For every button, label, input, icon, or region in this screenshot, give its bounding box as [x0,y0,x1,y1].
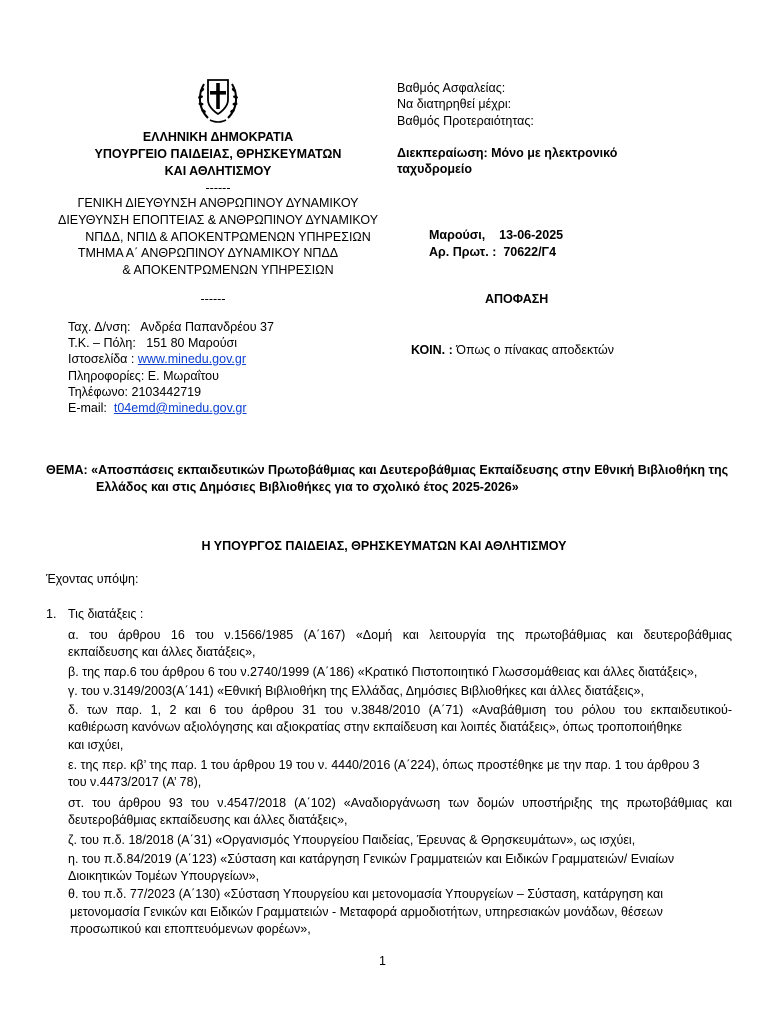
email-label: E-mail: [68,401,107,415]
handling-line2: ταχυδρομείο [397,162,473,176]
provision-line: δευτεροβάθμιας εκπαίδευσης και άλλες διατάξεις», [68,813,348,827]
protocol-row [429,244,556,261]
provision-line: εκπαίδευσης και άλλες διατάξεις», [68,645,256,659]
minister-title: Η ΥΠΟΥΡΓΟΣ ΠΑΙΔΕΙΑΣ, ΘΡΗΣΚΕΥΜΑΤΩΝ ΚΑΙ ΑΘΛΗΤΙΣΜΟΥ [201,539,567,553]
website-link[interactable]: www.minedu.gov.gr [137,352,246,366]
subject-text-line1: «Αποσπάσεις εκπαιδευτικών Πρωτοβάθμιας και Δευτεροβάθμιας Εκπαίδευσης στην Εθνική Βιβλιοθήκη της [91,463,729,477]
provision-line: στ. του άρθρου 93 του ν.4547/2018 (Α΄102) «Αναδιοργάνωση των δομών υποστήριξης της πρωτοβάθμιας και [68,796,732,810]
ministry-title-line1: ΥΠΟΥΡΓΕΙΟ ΠΑΙΔΕΙΑΣ, ΘΡΗΣΚΕΥΜΑΤΩΝ [94,147,342,161]
ministry-title-line2: ΚΑΙ ΑΘΛΗΤΙΣΜΟΥ [164,164,272,178]
directorate-line: ΝΠΔΔ, ΝΠΙΔ & ΑΠΟΚΕΝΤΡΩΜΕΝΩΝ ΥΠΗΡΕΣΙΩΝ [85,230,371,244]
phone-label: Τηλέφωνο: [68,385,129,399]
website-row [68,351,246,368]
directorate-line: ΓΕΝΙΚΗ ΔΙΕΥΘΥΝΣΗ ΑΝΘΡΩΠΙΝΟΥ ΔΥΝΑΜΙΚΟΥ [77,196,359,210]
info-label: Πληροφορίες: [68,369,145,383]
provision-line: δ. των παρ. 1, 2 και 6 του άρθρου 31 του ν.3848/2010 (Α΄71) «Αναβάθμιση του ρόλου του εκπαιδευτικού- [68,703,732,717]
email-link[interactable]: t04emd@minedu.gov.gr [113,401,247,415]
directorate-line: ΔΙΕΥΘΥΝΣΗ ΕΠΟΠΤΕΙΑΣ & ΑΝΘΡΩΠΙΝΟΥ ΔΥΝΑΜΙΚΟΥ [57,213,379,227]
greek-coat-of-arms-icon [196,70,240,126]
subject-line1 [46,462,728,479]
handling-line1: Διεκπεραίωση: Μόνο με ηλεκτρονικό [397,146,618,160]
info-value: Ε. Μωραΐτου [147,369,219,383]
decision-title: ΑΠΟΦΑΣΗ [485,292,549,306]
provision-line: β. της παρ.6 του άρθρου 6 του ν.2740/1999 (Α΄186) «Κρατικό Πιστοποιητικό Γλωσσομάθειας και άλλες διατάξεις», [68,665,698,679]
provision-line: προσωπικού και εποπτευόμενων φορέων», [70,922,311,936]
provision-line: η. του π.δ.84/2019 (Α΄123) «Σύσταση και κατάργηση Γενικών Γραμματειών και Ειδικών Γραμματειών/ Ενιαίων [68,852,675,866]
item-title: Τις διατάξεις : [68,607,144,621]
provision-line: θ. του π.δ. 77/2023 (Α΄130) «Σύσταση Υπουργείου και μετονομασία Υπουργείων – Σύσταση, κατάργηση και [68,887,663,901]
subject-label: ΘΕΜΑ: [46,463,88,477]
provision-line: γ. του ν.3149/2003(Α΄141) «Εθνική Βιβλιοθήκη της Ελλάδας, Δημόσιες Βιβλιοθήκες και άλλες διατάξεις», [68,684,644,698]
subject-text-line2: Ελλάδος και στις Δημόσιες Βιβλιοθήκες για το σχολικό έτος 2025-2026» [96,480,519,494]
page-number: 1 [379,954,386,968]
separator: ------ [200,292,226,306]
security-grade: Βαθμός Ασφαλείας: [397,81,506,95]
address-row [68,319,274,336]
separator: ------ [205,181,231,195]
provision-line: του ν.4473/2017 (Α’ 78), [68,775,202,789]
phone-value: 2103442719 [131,385,202,399]
provision-line: ε. της περ. κβ’ της παρ. 1 του άρθρου 19 του ν. 4440/2016 (Α΄224), όπως προστέθηκε με την παρ. 1 του άρθρου 3 [68,758,700,772]
protocol-value: 70622/Γ4 [503,245,557,259]
provision-line: α. του άρθρου 16 του ν.1566/1985 (Α΄167) «Δομή και λειτουργία της πρωτοβάθμιας και δευτεροβάθμιας [68,628,732,642]
info-row [68,368,219,385]
priority-grade: Βαθμός Προτεραιότητας: [397,114,534,128]
provision-line: Διοικητικών Τομέων Υπουργείων», [68,869,260,883]
keep-until: Να διατηρηθεί μέχρι: [397,97,512,111]
provision-line: και ισχύει, [68,738,124,752]
koin-label: ΚΟΙΝ. : [411,343,453,357]
postal-row [68,335,237,352]
provision-line: καθιέρωση κανόνων αξιολόγησης και αξιοκρατίας στην εκπαίδευση και λοιπές διατάξεις», όπως τροποποιήθηκε [68,720,683,734]
republic-title: ΕΛΛΗΝΙΚΗ ΔΗΜΟΚΡΑΤΙΑ [142,130,294,144]
provision-line: ζ. του π.δ. 18/2018 (Α΄31) «Οργανισμός Υπουργείου Παιδείας, Έρευνας & Θρησκευμάτων», ως ισχύει, [68,833,636,847]
item-number: 1. [46,607,57,621]
provision-line: μετονομασία Γενικών και Ειδικών Γραμματειών - Μεταφορά αρμοδιοτήτων, υπηρεσιακών μονάδων, θέσεων [70,905,663,919]
date-value: 13-06-2025 [499,228,564,242]
address-label: Ταχ. Δ/νση: [68,320,131,334]
directorate-line: & ΑΠΟΚΕΝΤΡΩΜΕΝΩΝ ΥΠΗΡΕΣΙΩΝ [122,263,334,277]
place-label: Μαρούσι, [429,228,486,242]
phone-row [68,384,201,401]
considering: Έχοντας υπόψη: [46,572,139,586]
email-row [68,400,247,417]
protocol-label: Αρ. Πρωτ. : [429,245,497,259]
postal-value: 151 80 Μαρούσι [146,336,238,350]
postal-label: Τ.Κ. – Πόλη: [68,336,136,350]
website-label: Ιστοσελίδα : [68,352,135,366]
place-date-row [429,227,563,244]
address-value: Ανδρέα Παπανδρέου 37 [140,320,274,334]
koin-value: Όπως ο πίνακας αποδεκτών [456,343,614,357]
directorate-line: ΤΜΗΜΑ Α΄ ΑΝΘΡΩΠΙΝΟΥ ΔΥΝΑΜΙΚΟΥ ΝΠΔΔ [77,246,339,260]
koin-row [411,342,614,359]
